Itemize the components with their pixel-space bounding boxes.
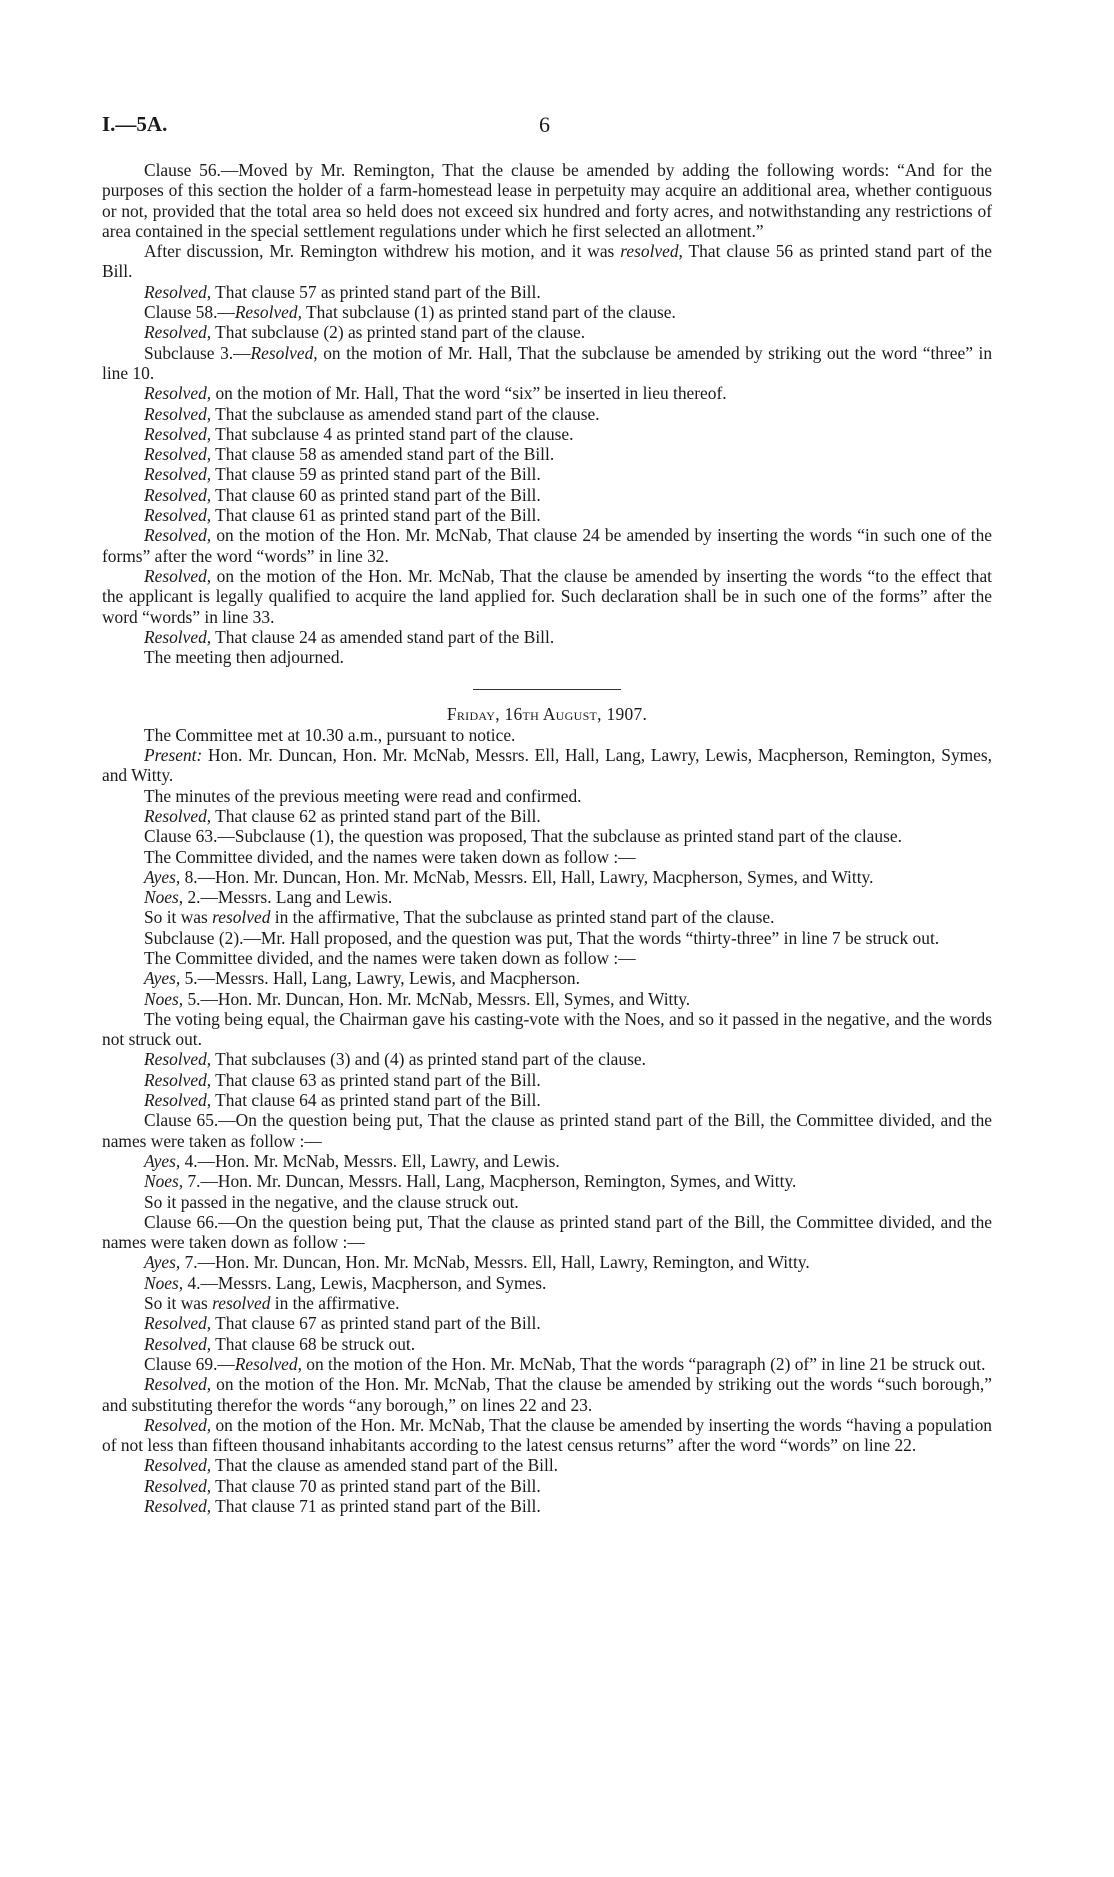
paragraph-text: 5.—Hon. Mr. Duncan, Hon. Mr. McNab, Messrs. Ell, Symes, and Witty. (183, 988, 691, 1009)
minutes-paragraph (102, 867, 992, 887)
minutes-paragraph (102, 464, 992, 484)
italic-text: Resolved, (144, 1455, 212, 1476)
page-number: 6 (539, 112, 550, 137)
minutes-paragraph (102, 1171, 992, 1191)
paragraph-text: on the motion of the Hon. Mr. McNab, That the clause be amended by striking out the words “such borough,” and substituting therefor the words “any borough,” on lines 22 and 23. (102, 1374, 992, 1415)
paragraph-text: 8.—Hon. Mr. Duncan, Hon. Mr. McNab, Messrs. Ell, Hall, Lawry, Macpherson, Symes, and Witty. (180, 866, 874, 887)
minutes-paragraph (102, 1212, 992, 1253)
minutes-paragraph (102, 1313, 992, 1333)
paragraph-text: Hon. Mr. Duncan, Hon. Mr. McNab, Messrs. Ell, Hall, Lang, Lawry, Lewis, Macpherson, Remington, Symes, and Witty. (102, 745, 992, 786)
italic-text: Resolved, (144, 805, 212, 826)
paragraph-text: 4.—Messrs. Lang, Lewis, Macpherson, and Symes. (183, 1272, 547, 1293)
italic-text: Resolved, (144, 1090, 212, 1111)
minutes-paragraph (102, 241, 992, 282)
paragraph-text: That the clause as amended stand part of the Bill. (211, 1455, 559, 1476)
italic-text: Ayes, (144, 1150, 181, 1171)
paragraph-text: That clause 57 as printed stand part of the Bill. (211, 281, 541, 302)
paragraph-text: Clause 65.—On the question being put, That the clause as printed stand part of the Bill, the Committee divided, and the names were taken as follow :— (102, 1110, 992, 1151)
minutes-paragraph (102, 1090, 992, 1110)
italic-text: Noes, (144, 988, 184, 1009)
minutes-paragraph (102, 1415, 992, 1456)
italic-text: Resolved, (234, 1353, 302, 1374)
paragraph-text: That clause 68 be struck out. (211, 1333, 416, 1354)
minutes-paragraph (102, 566, 992, 627)
paragraph-text: The voting being equal, the Chairman gave his casting-vote with the Noes, and so it passed in the negative, and the words not struck out. (102, 1008, 992, 1050)
paragraph-text: That clause 61 as printed stand part of the Bill. (211, 505, 541, 526)
italic-text: Resolved, (144, 281, 212, 302)
italic-text: Resolved, (144, 423, 212, 444)
paragraph-text: 2.—Messrs. Lang and Lewis. (183, 887, 393, 908)
minutes-paragraph (102, 1252, 992, 1272)
minutes-paragraph (102, 627, 992, 647)
paragraph-text: That clause 59 as printed stand part of the Bill. (211, 464, 541, 485)
section-divider (473, 689, 621, 690)
minutes-paragraph (102, 444, 992, 464)
paragraph-text: The Committee divided, and the names were taken down as follow :— (144, 846, 636, 867)
document-reference: I.—5A. (102, 112, 168, 136)
italic-text: Resolved, (234, 302, 302, 323)
minutes-paragraph (102, 404, 992, 424)
minutes-paragraph (102, 1496, 992, 1516)
italic-text: Noes, (144, 1272, 184, 1293)
minutes-paragraph (102, 1192, 992, 1212)
paragraph-text: 7.—Hon. Mr. Duncan, Hon. Mr. McNab, Messrs. Ell, Hall, Lawry, Remington, and Witty. (180, 1252, 810, 1273)
paragraph-text: That clause 60 as printed stand part of the Bill. (211, 484, 541, 505)
paragraph-text: Clause 56.—Moved by Mr. Remington, That the clause be amended by adding the following words: “And for the purposes of this section the holder of a farm-homestead lease in perpetuity may acquire an additional area, whether contiguous or not, provided that the total area so held does not exceed six hundred and forty acres, and notwithstanding any restrictions of area contained in the special settlement regulations under which he first selected an allotment.” (102, 160, 992, 241)
italic-text: Resolved, (144, 403, 212, 424)
minutes-paragraph (102, 1009, 992, 1050)
paragraph-text: So it was (144, 1293, 213, 1314)
paragraph-text: That clause 70 as printed stand part of the Bill. (211, 1475, 541, 1496)
minutes-paragraph (102, 647, 992, 667)
italic-text: resolved (212, 907, 271, 928)
minutes-paragraph (102, 302, 992, 322)
paragraph-text: on the motion of the Hon. Mr. McNab, That clause 24 be amended by inserting the words “in such one of the forms” after the word “words” in line 32. (102, 525, 992, 566)
minutes-paragraph (102, 424, 992, 444)
paragraph-text: That subclauses (3) and (4) as printed stand part of the clause. (211, 1049, 646, 1070)
minutes-paragraph (102, 1374, 992, 1415)
italic-text: resolved, (620, 241, 683, 262)
minutes-paragraph (102, 1334, 992, 1354)
paragraph-text: That subclause (1) as printed stand part of the clause. (301, 302, 676, 323)
minutes-paragraph (102, 343, 992, 384)
italic-text: Resolved, (144, 1313, 212, 1334)
italic-text: Resolved, (144, 383, 212, 404)
italic-text: Resolved, (144, 1414, 212, 1435)
paragraph-text: 7.—Hon. Mr. Duncan, Messrs. Hall, Lang, Macpherson, Remington, Symes, and Witty. (183, 1171, 797, 1192)
paragraph-text: The Committee met at 10.30 a.m., pursuant to notice. (144, 724, 516, 745)
paragraph-text: That clause 64 as printed stand part of the Bill. (211, 1090, 541, 1111)
italic-text: Resolved, (144, 1069, 212, 1090)
paragraph-text: That clause 71 as printed stand part of the Bill. (211, 1496, 541, 1516)
italic-text: Resolved, (144, 464, 212, 485)
italic-text: Resolved, (144, 444, 212, 465)
italic-text: Resolved, (144, 1374, 212, 1395)
paragraph-text: Subclause (2).—Mr. Hall proposed, and the question was put, That the words “thirty-three” in line 7 be struck out. (144, 927, 940, 948)
minutes-paragraph (102, 1070, 992, 1090)
italic-text: Ayes, (144, 968, 181, 989)
paragraph-text: 5.—Messrs. Hall, Lang, Lawry, Lewis, and Macpherson. (180, 968, 580, 989)
minutes-paragraph (102, 1476, 992, 1496)
minutes-paragraph (102, 806, 992, 826)
paragraph-text: That clause 63 as printed stand part of the Bill. (211, 1069, 541, 1090)
paragraph-text: on the motion of Mr. Hall, That the subclause be amended by striking out the word “three” in line 10. (102, 342, 993, 383)
minutes-paragraph (102, 928, 992, 948)
italic-text: Ayes, (144, 866, 181, 887)
minutes-paragraph (102, 1455, 992, 1475)
minutes-paragraph (102, 1049, 992, 1069)
paragraph-text: That clause 56 as printed stand part of the Bill. (102, 241, 992, 282)
paragraph-text: That the subclause as amended stand part of the clause. (211, 403, 600, 424)
paragraph-text: That clause 58 as amended stand part of the Bill. (211, 444, 555, 465)
meeting-date-heading: Friday, 16th August, 1907. (446, 704, 648, 725)
italic-text: resolved (212, 1293, 271, 1314)
minutes-paragraph (102, 525, 992, 566)
paragraph-text: Clause 58.— (144, 302, 235, 323)
minutes-paragraph (102, 1273, 992, 1293)
italic-text: Noes, (144, 887, 184, 908)
paragraph-text: The meeting then adjourned. (144, 647, 344, 668)
italic-text: Resolved, (144, 322, 212, 343)
paragraph-text: That subclause 4 as printed stand part of the clause. (211, 423, 574, 444)
paragraph-text: That subclause (2) as printed stand part of the clause. (211, 322, 586, 343)
italic-text: Resolved, (144, 1333, 212, 1354)
italic-text: Resolved, (144, 505, 212, 526)
paragraph-text: 4.—Hon. Mr. McNab, Messrs. Ell, Lawry, and Lewis. (180, 1150, 560, 1171)
minutes-paragraph (102, 887, 992, 907)
paragraph-text: The minutes of the previous meeting were read and confirmed. (144, 785, 582, 806)
paragraph-text: Clause 66.—On the question being put, That the clause as printed stand part of the Bill, the Committee divided, and the names were taken down as follow :— (102, 1211, 992, 1253)
minutes-paragraph (102, 786, 992, 806)
minutes-paragraph (102, 1293, 992, 1313)
italic-text: Resolved, (144, 1475, 212, 1496)
minutes-section-friday (102, 725, 992, 1517)
italic-text: Resolved, (144, 1049, 212, 1070)
paragraph-text: Subclause 3.— (144, 342, 251, 363)
paragraph-text: The Committee divided, and the names were taken down as follow :— (144, 947, 636, 968)
minutes-paragraph (102, 505, 992, 525)
paragraph-text: That clause 67 as printed stand part of the Bill. (211, 1313, 541, 1334)
italic-text: Resolved, (144, 484, 212, 505)
minutes-section-previous (102, 160, 992, 667)
paragraph-text: on the motion of Mr. Hall, That the word “six” be inserted in lieu thereof. (211, 383, 727, 404)
italic-text: Noes, (144, 1171, 184, 1192)
italic-text: Resolved, (250, 342, 318, 363)
paragraph-text: So it passed in the negative, and the clause struck out. (144, 1191, 519, 1212)
italic-text: Resolved, (144, 565, 212, 586)
italic-text: Resolved, (144, 626, 212, 647)
minutes-paragraph (102, 1110, 992, 1151)
minutes-paragraph (102, 907, 992, 927)
italic-text: Resolved, (144, 1496, 212, 1516)
minutes-paragraph (102, 948, 992, 968)
italic-text: Resolved, (144, 525, 212, 546)
page-header (102, 112, 992, 142)
minutes-paragraph (102, 847, 992, 867)
minutes-paragraph (102, 282, 992, 302)
paragraph-text: After discussion, Mr. Remington withdrew his motion, and it was (144, 241, 621, 262)
paragraph-text: in the affirmative, That the subclause as printed stand part of the clause. (270, 907, 775, 928)
paragraph-text: on the motion of the Hon. Mr. McNab, That the clause be amended by inserting the words “having a population of not less than fifteen thousand inhabitants according to the latest census returns” after the word “words” on line 22. (102, 1414, 992, 1456)
minutes-paragraph (102, 1151, 992, 1171)
italic-text: Present: (144, 745, 203, 766)
minutes-paragraph (102, 968, 992, 988)
paragraph-text: Clause 63.—Subclause (1), the question was proposed, That the subclause as printed stand part of the clause. (144, 826, 902, 847)
minutes-paragraph (102, 322, 992, 342)
minutes-paragraph (102, 160, 992, 241)
paragraph-text: That clause 62 as printed stand part of the Bill. (211, 805, 541, 826)
italic-text: Ayes, (144, 1252, 181, 1273)
minutes-body (102, 160, 992, 1516)
minutes-paragraph (102, 725, 992, 745)
minutes-paragraph (102, 745, 992, 786)
minutes-paragraph (102, 383, 992, 403)
minutes-paragraph (102, 989, 992, 1009)
paragraph-text: So it was (144, 907, 213, 928)
minutes-paragraph (102, 485, 992, 505)
minutes-paragraph (102, 1354, 992, 1374)
paragraph-text: on the motion of the Hon. Mr. McNab, That the words “paragraph (2) of” in line 21 be struck out. (301, 1353, 986, 1374)
paragraph-text: in the affirmative. (270, 1293, 400, 1314)
paragraph-text: on the motion of the Hon. Mr. McNab, That the clause be amended by inserting the words “to the effect that the applicant is legally qualified to acquire the land applied for. Such declaration shall be in such one of the forms” after the word “words” in line 33. (102, 565, 992, 627)
paragraph-text: That clause 24 as amended stand part of the Bill. (211, 626, 555, 647)
minutes-paragraph (102, 826, 992, 846)
paragraph-text: Clause 69.— (144, 1353, 235, 1374)
